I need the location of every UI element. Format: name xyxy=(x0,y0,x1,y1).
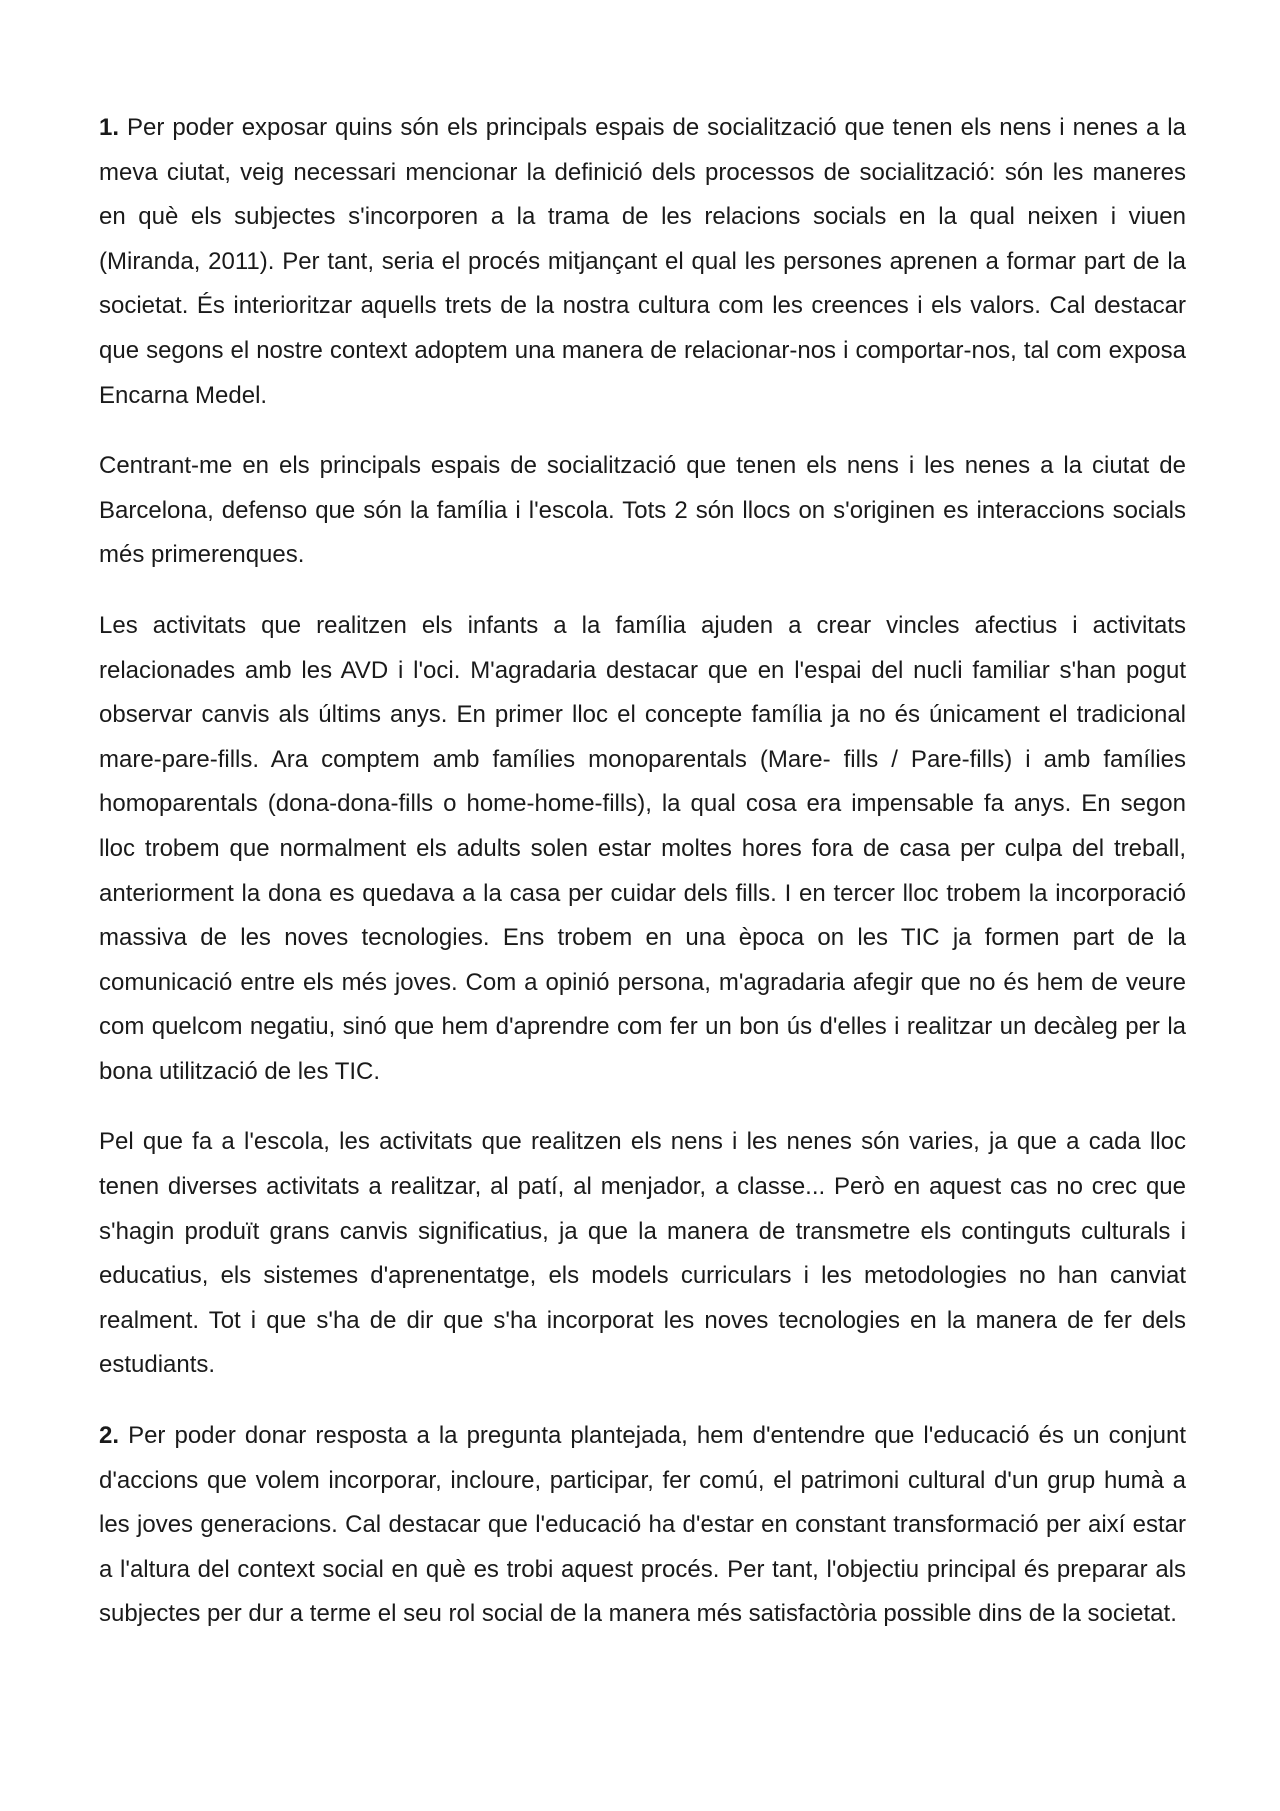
paragraph-text: Les activitats que realitzen els infants a la família ajuden a crear vincles afectius i activitats relacionades amb les AVD i l'oci. M'agradaria destacar que en l'espai del nucli familiar s'han pogut observar canvis als últims anys. En primer lloc el concepte família ja no és únicament el tradicional mare-pare-fills. Ara comptem amb famílies monoparentals (Mare- fills / Pare-fills) i amb famílies homoparentals (dona-dona-fills o home-home-fills), la qual cosa era impensable fa anys. En segon lloc trobem que normalment els adults solen estar moltes hores fora de casa per culpa del treball, anteriorment la dona es quedava a la casa per cuidar dels fills. I en tercer lloc trobem la incorporació massiva de les noves tecnologies. Ens trobem en una època on les TIC ja formen part de la comunicació entre els més joves. Com a opinió persona, m'agradaria afegir que no és hem de veure com quelcom negatiu, sinó que hem d'aprendre com fer un bon ús d'elles i realitzar un decàleg per la bona utilització de les TIC. xyxy=(99,611,1186,1085)
paragraph-text: Per poder donar resposta a la pregunta plantejada, hem d'entendre que l'educació és un conjunt d'accions que volem incorporar, incloure, participar, fer comú, el patrimoni cultural d'un grup humà a les joves generacions. Cal destacar que l'educació ha d'estar en constant transformació per així estar a l'altura del context social en què es trobi aquest procés. Per tant, l'objectiu principal és preparar als subjectes per dur a terme el seu rol social de la manera més satisfactòria possible dins de la societat. xyxy=(99,1422,1187,1628)
paragraph-1 xyxy=(99,106,1186,418)
paragraph-5 xyxy=(99,1414,1186,1637)
document-body xyxy=(99,106,1186,1663)
paragraph-3 xyxy=(99,604,1186,1095)
paragraph-number: 2. xyxy=(99,1422,120,1450)
paragraph-text: Per poder exposar quins són els principals espais de socialització que tenen els nens i nenes a la meva ciutat, veig necessari mencionar la definició dels processos de socialització: són les maneres en què els subjectes s'incorporen a la trama de les relacions socials en la qual neixen i viuen (Miranda, 2011). Per tant, seria el procés mitjançant el qual les persones aprenen a formar part de la societat. És interioritzar aquells trets de la nostra cultura com les creences i els valors. Cal destacar que segons el nostre context adoptem una manera de relacionar-nos i comportar-nos, tal com exposa Encarna Medel. xyxy=(99,114,1186,409)
paragraph-number: 1. xyxy=(99,114,120,141)
paragraph-text: Centrant-me en els principals espais de socialització que tenen els nens i les nenes a la ciutat de Barcelona, defenso que són la família i l'escola. Tots 2 són llocs on s'originen es interaccions socials més primerenques. xyxy=(99,452,1186,569)
paragraph-2 xyxy=(99,444,1186,578)
paragraph-text: Pel que fa a l'escola, les activitats que realitzen els nens i les nenes són varies, ja que a cada lloc tenen diverses activitats a realitzar, al patí, al menjador, a classe... Però en aquest cas no crec que s'hagin produït grans canvis significatius, ja que la manera de transmetre els continguts culturals i educatius, els sistemes d'aprenentatge, els models curriculars i les metodologies no han canviat realment. Tot i que s'ha de dir que s'ha incorporat les noves tecnologies en la manera de fer dels estudiants. xyxy=(99,1128,1186,1379)
paragraph-4 xyxy=(99,1120,1186,1388)
